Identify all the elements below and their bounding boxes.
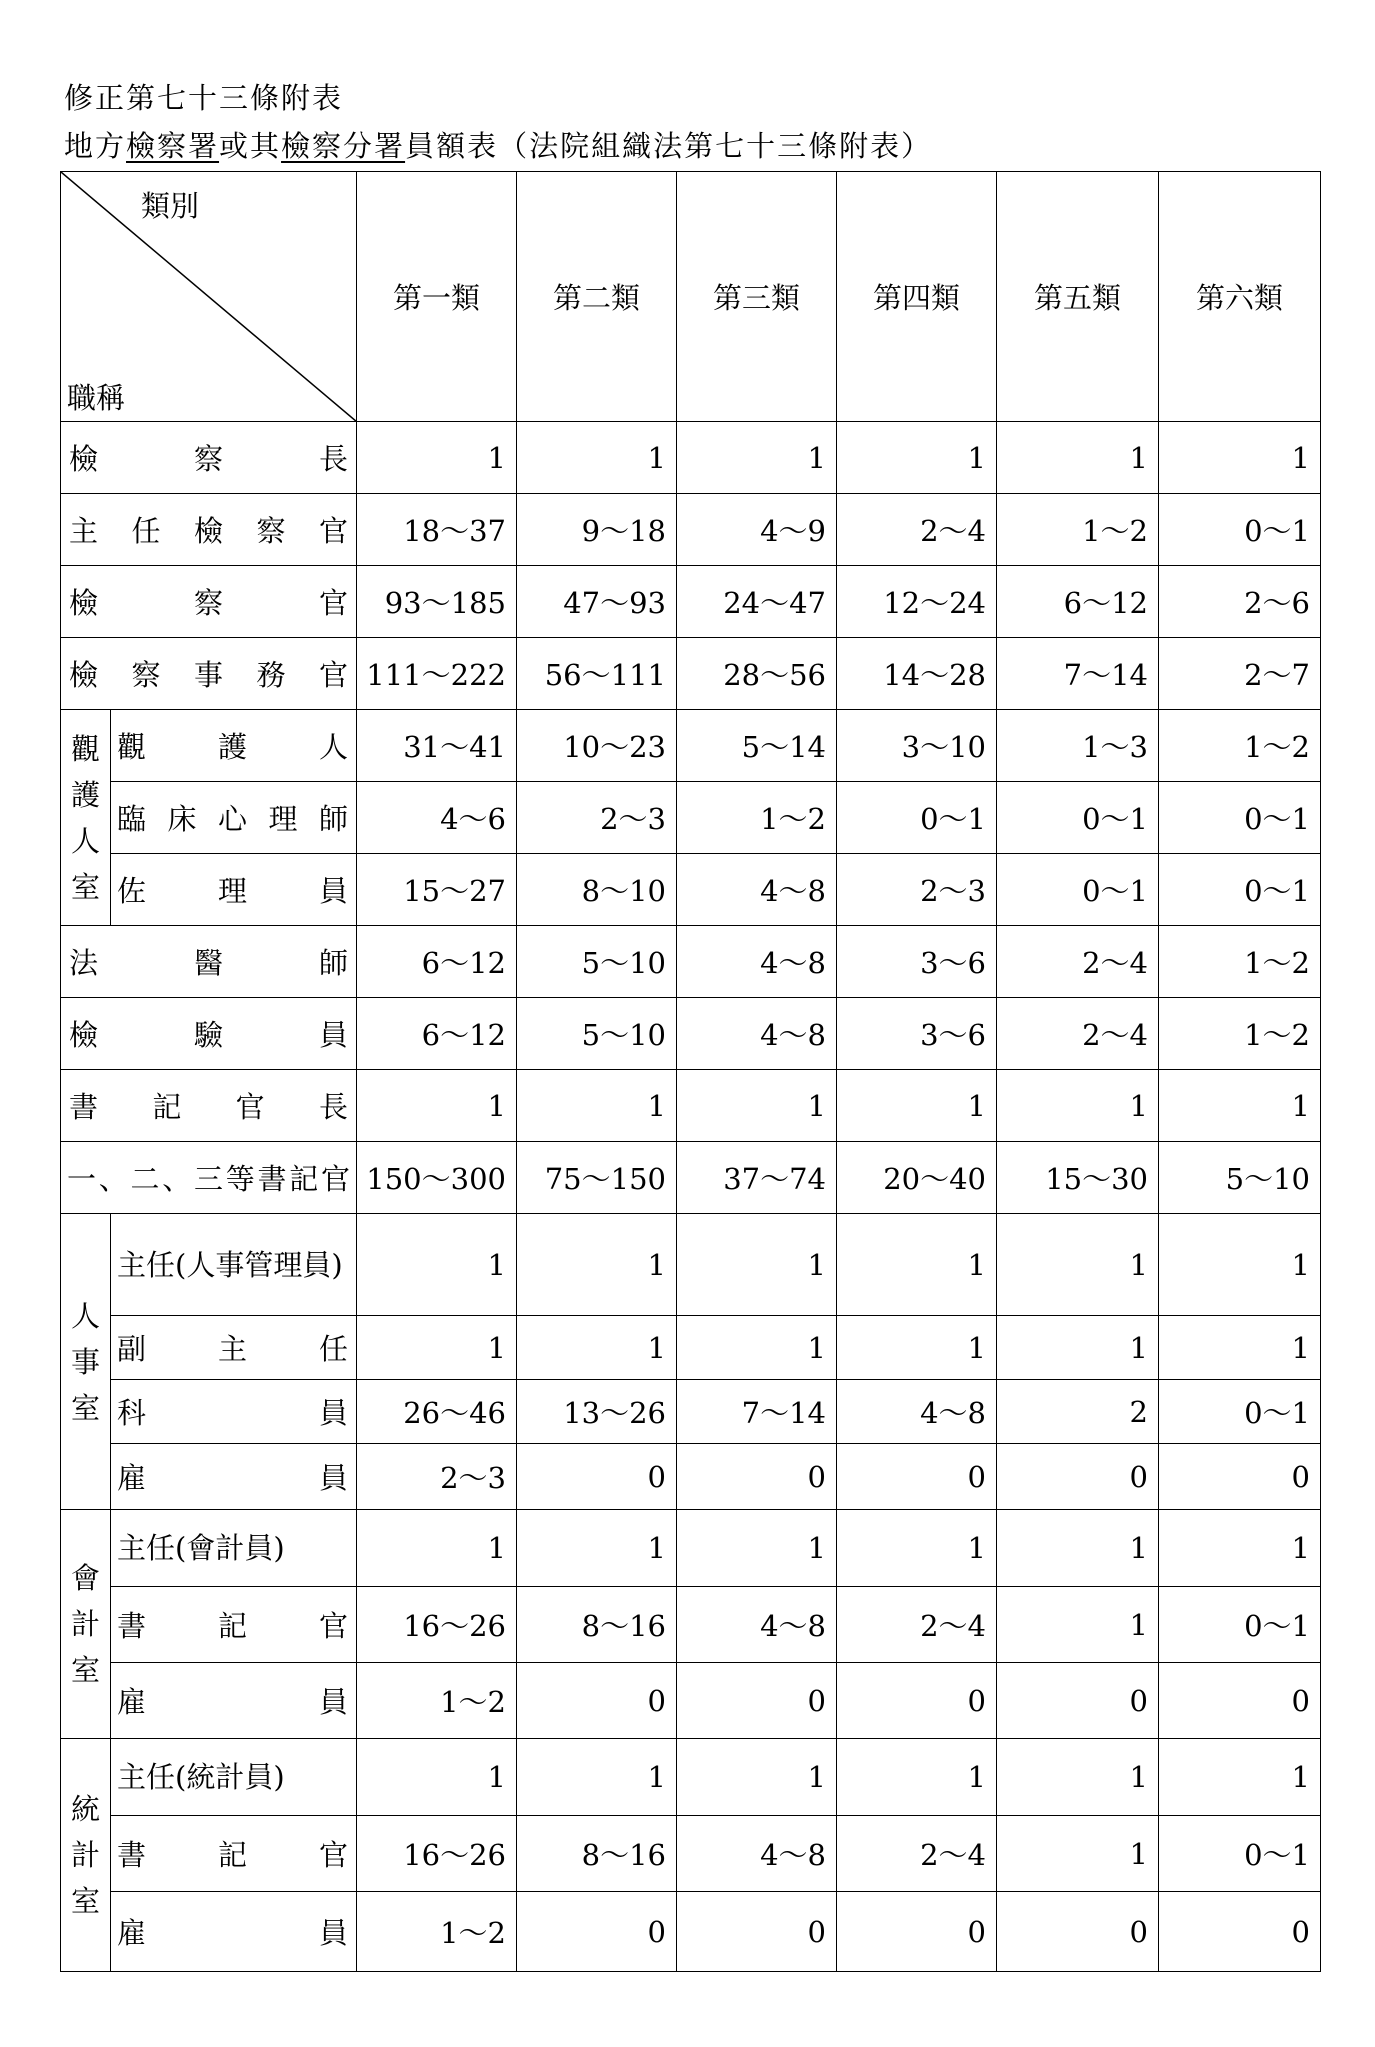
table-cell: 14～28 (837, 638, 997, 710)
table-cell: 16～26 (357, 1816, 517, 1892)
table-cell: 28～56 (677, 638, 837, 710)
table-cell: 12～24 (837, 566, 997, 638)
title-underlined-part: 檢察署 (126, 129, 220, 163)
table-cell: 1 (677, 1739, 837, 1816)
col-header-4: 第四類 (837, 172, 997, 422)
table-cell: 0 (677, 1892, 837, 1972)
table-row (61, 1892, 1321, 1972)
table-cell: 15～30 (997, 1142, 1159, 1214)
group-label-text: 人事室 (70, 1298, 100, 1425)
table-cell: 8～16 (517, 1816, 677, 1892)
row-label: 主任(人事管理員) (111, 1214, 357, 1316)
amendment-title: 修正第七十三條附表 (64, 81, 344, 115)
row-label: 科員 (111, 1380, 357, 1444)
table-row (61, 1214, 1321, 1316)
table-cell: 13～26 (517, 1380, 677, 1444)
table-cell: 2～3 (837, 854, 997, 926)
table-cell: 0 (677, 1444, 837, 1510)
table-row (61, 710, 1321, 782)
table-cell: 2～3 (357, 1444, 517, 1510)
table-cell: 6～12 (357, 926, 517, 998)
table-cell: 1 (837, 1214, 997, 1316)
table-cell: 2～4 (997, 926, 1159, 998)
table-cell: 93～185 (357, 566, 517, 638)
table-cell: 31～41 (357, 710, 517, 782)
table-cell: 37～74 (677, 1142, 837, 1214)
title-underlined-part: 檢察分署 (281, 129, 406, 163)
col-header-5: 第五類 (997, 172, 1159, 422)
table-cell: 8～16 (517, 1587, 677, 1663)
table-cell: 1 (997, 1587, 1159, 1663)
table-row (61, 1510, 1321, 1587)
row-label: 書記官 (111, 1816, 357, 1892)
table-cell: 2～4 (837, 1587, 997, 1663)
table-cell: 1 (837, 1070, 997, 1142)
table-cell: 1 (997, 1816, 1159, 1892)
table-cell: 4～8 (677, 1587, 837, 1663)
table-row (61, 1444, 1321, 1510)
table-cell: 1～2 (997, 494, 1159, 566)
table-cell: 150～300 (357, 1142, 517, 1214)
table-cell: 2～3 (517, 782, 677, 854)
table-cell: 0～1 (997, 854, 1159, 926)
row-label: 主任(統計員) (111, 1739, 357, 1816)
table-cell: 5～10 (1159, 1142, 1321, 1214)
table-cell: 20～40 (837, 1142, 997, 1214)
group-label (61, 1214, 111, 1510)
table-cell: 7～14 (997, 638, 1159, 710)
table-cell: 2～4 (837, 494, 997, 566)
row-label: 書記官 (111, 1587, 357, 1663)
table-cell: 0 (1159, 1444, 1321, 1510)
table-cell: 0 (837, 1444, 997, 1510)
table-row (61, 1663, 1321, 1739)
table-cell: 26～46 (357, 1380, 517, 1444)
table-cell: 2～4 (997, 998, 1159, 1070)
table-cell: 1～2 (357, 1663, 517, 1739)
table-cell: 1 (837, 1739, 997, 1816)
table-cell: 1 (997, 1070, 1159, 1142)
row-label: 檢察官 (61, 566, 357, 638)
title-label: 職稱 (67, 381, 126, 415)
table-cell: 0 (837, 1892, 997, 1972)
table-row (61, 422, 1321, 494)
table-cell: 7～14 (677, 1380, 837, 1444)
table-row (61, 638, 1321, 710)
table-row (61, 782, 1321, 854)
table-row (61, 854, 1321, 926)
row-label: 一、二、三等書記官 (61, 1142, 357, 1214)
table-cell: 3～10 (837, 710, 997, 782)
table-cell: 0～1 (1159, 1816, 1321, 1892)
table-cell: 0 (997, 1663, 1159, 1739)
table-cell: 75～150 (517, 1142, 677, 1214)
staffing-table (60, 171, 1321, 1972)
table-cell: 1 (517, 1316, 677, 1380)
group-label (61, 1739, 111, 1972)
row-label: 檢驗員 (61, 998, 357, 1070)
table-cell: 1 (357, 1316, 517, 1380)
row-label: 佐理員 (111, 854, 357, 926)
row-label: 檢察事務官 (61, 638, 357, 710)
group-label (61, 1510, 111, 1739)
col-header-2: 第二類 (517, 172, 677, 422)
col-header-1: 第一類 (357, 172, 517, 422)
table-cell: 10～23 (517, 710, 677, 782)
table-cell: 0 (837, 1663, 997, 1739)
table-cell: 0～1 (997, 782, 1159, 854)
table-cell: 0 (517, 1444, 677, 1510)
table-cell: 1 (517, 1070, 677, 1142)
table-cell: 6～12 (997, 566, 1159, 638)
table-cell: 1～2 (677, 782, 837, 854)
table-cell: 1 (997, 1316, 1159, 1380)
table-cell: 4～8 (837, 1380, 997, 1444)
table-cell: 1 (677, 422, 837, 494)
table-cell: 1 (1159, 1316, 1321, 1380)
table-cell: 1 (357, 1070, 517, 1142)
table-cell: 1～2 (1159, 710, 1321, 782)
group-label-text: 會計室 (70, 1561, 100, 1687)
table-cell: 1 (677, 1070, 837, 1142)
row-label: 副主任 (111, 1316, 357, 1380)
table-cell: 1 (997, 1214, 1159, 1316)
table-cell: 1 (1159, 1510, 1321, 1587)
col-header-3: 第三類 (677, 172, 837, 422)
table-cell: 15～27 (357, 854, 517, 926)
table-cell: 2～6 (1159, 566, 1321, 638)
table-cell: 0 (1159, 1663, 1321, 1739)
table-cell: 1 (517, 1214, 677, 1316)
row-label: 主任檢察官 (61, 494, 357, 566)
row-label: 檢察長 (61, 422, 357, 494)
table-cell: 3～6 (837, 926, 997, 998)
row-label: 主任(會計員) (111, 1510, 357, 1587)
row-label: 雇員 (111, 1444, 357, 1510)
table-cell: 0 (997, 1444, 1159, 1510)
table-row (61, 1816, 1321, 1892)
table-row (61, 1739, 1321, 1816)
table-cell: 1 (677, 1316, 837, 1380)
table-row (61, 1142, 1321, 1214)
table-cell: 18～37 (357, 494, 517, 566)
table-cell: 1 (837, 1510, 997, 1587)
table-cell: 1～2 (1159, 998, 1321, 1070)
table-cell: 1 (517, 422, 677, 494)
table-cell: 2～7 (1159, 638, 1321, 710)
title-part: 地方 (64, 129, 127, 163)
table-cell: 2～4 (837, 1816, 997, 1892)
table-cell: 0～1 (837, 782, 997, 854)
table-cell: 1 (517, 1510, 677, 1587)
row-label: 雇員 (111, 1892, 357, 1972)
table-cell: 1 (837, 1316, 997, 1380)
table-cell: 1 (357, 1214, 517, 1316)
table-cell: 4～8 (677, 926, 837, 998)
table-cell: 5～10 (517, 926, 677, 998)
table-cell: 1 (997, 1510, 1159, 1587)
table-cell: 0～1 (1159, 782, 1321, 854)
table-cell: 1 (997, 422, 1159, 494)
table-cell: 24～47 (677, 566, 837, 638)
table-cell: 1 (1159, 422, 1321, 494)
table-cell: 1 (357, 1510, 517, 1587)
row-label: 雇員 (111, 1663, 357, 1739)
table-row (61, 566, 1321, 638)
table-cell: 1 (1159, 1070, 1321, 1142)
table-cell: 1 (1159, 1739, 1321, 1816)
title-part: 或其 (219, 129, 282, 163)
row-label: 法醫師 (61, 926, 357, 998)
table-cell: 1 (357, 1739, 517, 1816)
table-cell: 6～12 (357, 998, 517, 1070)
table-cell: 0 (677, 1663, 837, 1739)
table-cell: 0～1 (1159, 1380, 1321, 1444)
group-label (61, 710, 111, 926)
row-label: 臨床心理師 (111, 782, 357, 854)
table-cell: 16～26 (357, 1587, 517, 1663)
table-cell: 0 (517, 1892, 677, 1972)
table-cell: 0 (517, 1663, 677, 1739)
table-cell: 1 (357, 422, 517, 494)
table-row (61, 998, 1321, 1070)
table-cell: 4～8 (677, 1816, 837, 1892)
table-row (61, 926, 1321, 998)
table-cell: 8～10 (517, 854, 677, 926)
table-cell: 0～1 (1159, 1587, 1321, 1663)
title-part: 員額表（法院組織法第七十三條附表） (405, 129, 933, 163)
table-cell: 1 (677, 1214, 837, 1316)
table-cell: 56～111 (517, 638, 677, 710)
table-cell: 4～6 (357, 782, 517, 854)
table-cell: 1 (1159, 1214, 1321, 1316)
table-cell: 5～10 (517, 998, 677, 1070)
table-cell: 47～93 (517, 566, 677, 638)
table-cell: 1～3 (997, 710, 1159, 782)
group-label-text: 觀護人室 (70, 731, 100, 904)
table-cell: 0～1 (1159, 854, 1321, 926)
table-cell: 1～2 (357, 1892, 517, 1972)
header-row (61, 172, 1321, 422)
table-cell: 4～8 (677, 998, 837, 1070)
category-label: 類別 (141, 189, 200, 223)
diagonal-header-cell (61, 172, 357, 422)
table-cell: 4～8 (677, 854, 837, 926)
table-cell: 1 (997, 1739, 1159, 1816)
col-header-6: 第六類 (1159, 172, 1321, 422)
table-title (64, 124, 932, 165)
table-cell: 5～14 (677, 710, 837, 782)
table-row (61, 1587, 1321, 1663)
table-cell: 3～6 (837, 998, 997, 1070)
table-cell: 1 (837, 422, 997, 494)
table-row (61, 1380, 1321, 1444)
table-cell: 1 (677, 1510, 837, 1587)
table-row (61, 1070, 1321, 1142)
table-cell: 1 (517, 1739, 677, 1816)
row-label: 觀護人 (111, 710, 357, 782)
table-cell: 0～1 (1159, 494, 1321, 566)
row-label: 書記官長 (61, 1070, 357, 1142)
table-row (61, 494, 1321, 566)
table-cell: 2 (997, 1380, 1159, 1444)
table-cell: 9～18 (517, 494, 677, 566)
table-cell: 4～9 (677, 494, 837, 566)
table-cell: 0 (1159, 1892, 1321, 1972)
table-cell: 111～222 (357, 638, 517, 710)
table-cell: 1～2 (1159, 926, 1321, 998)
table-cell: 0 (997, 1892, 1159, 1972)
group-label-text: 統計室 (70, 1792, 100, 1918)
table-row (61, 1316, 1321, 1380)
